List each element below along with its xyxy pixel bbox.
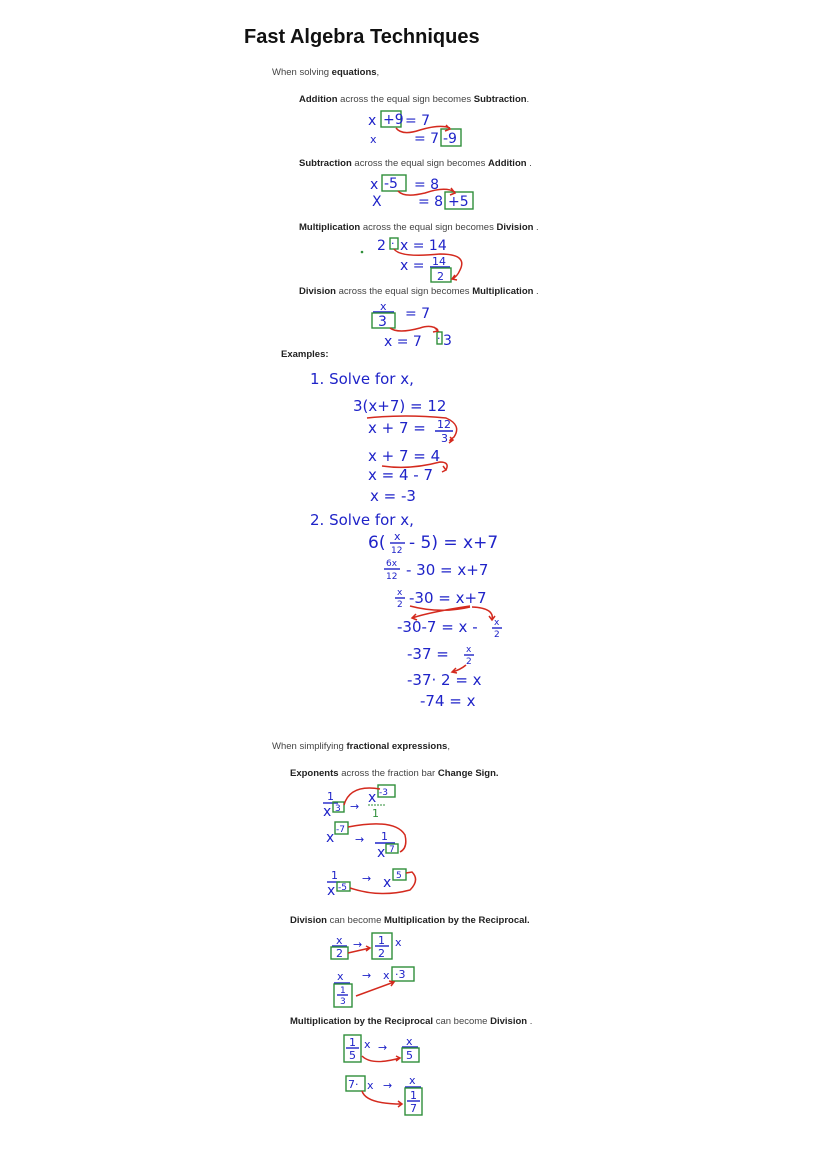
rule-mid: can become [433, 1016, 491, 1027]
arrow-icon: → [383, 1079, 393, 1092]
frac-den: 2 [494, 630, 500, 640]
frac-den: 3 [441, 432, 448, 445]
frac-num: 1 [381, 830, 388, 843]
exponent: 3 [335, 804, 341, 814]
work-line: 3(x+7) = 12 [353, 397, 447, 415]
intro-bold: fractional expressions [346, 741, 448, 752]
rule-end: . [526, 158, 532, 169]
rule-b: Subtraction [473, 94, 527, 105]
base-x: x [383, 875, 392, 891]
work-line: x = -3 [370, 487, 416, 505]
work-line: x = 4 - 7 [368, 466, 434, 484]
eq-term: x = 7 [384, 334, 422, 350]
arrow-icon: → [353, 938, 363, 951]
equation-addition [368, 111, 461, 147]
frac-num: x [406, 1035, 413, 1048]
work-term: 6( [368, 533, 386, 553]
eq-term: x = 14 [400, 238, 447, 254]
work-line: x + 7 = [368, 419, 426, 437]
frac-num: x [494, 618, 500, 628]
example-1 [310, 370, 457, 505]
frac-den: 2 [466, 657, 472, 667]
frac-den: 5 [406, 1049, 413, 1062]
exponent: 5 [396, 871, 402, 881]
frac-num: 1 [410, 1089, 417, 1102]
work-line: x + 7 = 4 [368, 447, 441, 465]
stray-mark [361, 251, 364, 254]
intro-end: , [376, 67, 380, 78]
term-times-3: ·3 [395, 968, 406, 981]
frac-num: x [394, 530, 401, 543]
eq-term: +5 [448, 194, 469, 210]
frac-den: 2 [397, 600, 403, 610]
eq-term: · [391, 237, 395, 250]
frac-den: 12 [386, 572, 398, 582]
move-arrow [390, 326, 438, 332]
frac-den: 1 [372, 807, 379, 820]
example-2 [310, 511, 502, 710]
eq-term: x [370, 133, 377, 146]
eq-term: +9 [383, 112, 404, 128]
term-x: x [364, 1038, 371, 1051]
intro-text: When simplifying [272, 741, 347, 752]
eq-term: x [370, 177, 379, 193]
rule-a: Exponents [290, 768, 339, 779]
rule-a: Addition [299, 94, 338, 105]
eq-term: 2 [377, 238, 386, 254]
rule-b: Multiplication [472, 286, 534, 297]
work-term: -30-7 = x - [397, 618, 478, 636]
intro-text: When solving [272, 67, 332, 78]
work-term: - 30 = x+7 [406, 561, 489, 579]
reciprocal-examples [344, 1035, 422, 1115]
rule-mid: across the equal sign becomes [335, 286, 473, 297]
rule-a: Division [290, 915, 327, 926]
base-x: x [327, 883, 336, 899]
move-arrow [356, 981, 394, 996]
page-title: Fast Algebra Techniques [244, 26, 480, 48]
exponent: -5 [338, 883, 347, 893]
exponent: 7 [389, 845, 395, 855]
frac-den: 2 [437, 270, 444, 283]
base-x: x [368, 790, 377, 806]
eq-term: = 8 [418, 194, 444, 210]
eq-term: = 7 [405, 113, 431, 129]
arrow-icon: → [378, 1041, 388, 1054]
rule-end: . [526, 94, 530, 105]
rule-a: Multiplication [299, 222, 361, 233]
rule-a: Subtraction [299, 158, 352, 169]
eq-term: = 7 [405, 306, 431, 322]
frac-num: x [380, 300, 387, 313]
arrow-icon: → [362, 872, 372, 885]
frac-num: 1 [331, 869, 338, 882]
examples-label-text: Examples: [281, 349, 329, 360]
intro-end: , [447, 741, 450, 752]
rule-mid: can become [326, 915, 384, 926]
equation-division [372, 300, 452, 350]
division-examples [331, 933, 414, 1007]
eq-term: x = [400, 258, 425, 274]
move-arrow [362, 1056, 400, 1062]
frac-num: x [466, 645, 472, 655]
rule-mid: across the equal sign becomes [351, 158, 489, 169]
rule-a: Division [299, 286, 336, 297]
frac-den: 5 [349, 1049, 356, 1062]
frac-den: 2 [378, 947, 385, 960]
frac-num: 6x [386, 559, 398, 569]
arrow-icon: → [362, 969, 372, 982]
move-arrow [362, 1091, 402, 1107]
frac-num: x [336, 934, 343, 947]
frac-num: 1 [327, 790, 334, 803]
eq-term: x [368, 113, 377, 129]
intro-bold: equations [331, 67, 377, 78]
frac-num: 1 [349, 1036, 356, 1049]
work-term: -37 = [407, 645, 449, 663]
equation-multiplication [361, 237, 462, 283]
rule-b: Division [490, 1016, 528, 1027]
frac-den: 3 [340, 997, 346, 1007]
eq-term: 3 [443, 333, 452, 349]
frac-den: 7 [410, 1102, 417, 1115]
frac-den: 3 [378, 314, 387, 330]
example-heading: 1. Solve for x, [310, 370, 414, 388]
base-x: x [323, 804, 332, 820]
rule-end: . [533, 222, 539, 233]
frac-num: 12 [437, 418, 451, 431]
equation-subtraction [370, 175, 473, 210]
eq-term: X [372, 194, 382, 210]
eq-term: · [437, 332, 441, 345]
rule-b: Addition [488, 158, 527, 169]
work-term: -30 = x+7 [409, 589, 487, 607]
term-x: x [367, 1079, 374, 1092]
term-x: x [395, 936, 402, 949]
rule-b: Multiplication by the Reciprocal. [384, 915, 530, 926]
eq-term: -5 [384, 176, 398, 192]
eq-term: = 7 [414, 131, 440, 147]
frac-num: x [337, 970, 344, 983]
frac-num: x [397, 588, 403, 598]
rule-b: Change Sign. [437, 768, 499, 779]
frac-num: 1 [340, 986, 346, 996]
rule-b: Division [496, 222, 534, 233]
example-heading: 2. Solve for x, [310, 511, 414, 529]
arrow-icon: → [355, 833, 365, 846]
rule-mid: across the equal sign becomes [337, 94, 474, 105]
arrow-icon: → [350, 800, 360, 813]
exponent-examples [323, 785, 416, 899]
exponent: -3 [379, 788, 388, 798]
rule-mid: across the equal sign becomes [360, 222, 497, 233]
eq-term: -9 [443, 131, 457, 147]
frac-num: 1 [378, 934, 385, 947]
work-line: -74 = x [420, 692, 476, 710]
base-x: x [326, 830, 335, 846]
exponent: -7 [336, 825, 345, 835]
rule-end: . [527, 1016, 533, 1027]
rule-end: . [533, 286, 539, 297]
base-x: x [377, 845, 386, 861]
work-term: - 5) = x+7 [409, 533, 499, 553]
frac-den: 12 [391, 546, 403, 556]
work-line: -37· 2 = x [407, 671, 482, 689]
term-x: x [383, 969, 390, 982]
frac-num: x [409, 1074, 416, 1087]
term-seven: 7· [348, 1078, 359, 1091]
frac-num: 14 [432, 255, 446, 268]
frac-den: 2 [336, 947, 343, 960]
rule-mid: across the fraction bar [338, 768, 438, 779]
rule-a: Multiplication by the Reciprocal [290, 1016, 434, 1027]
eq-term: = 8 [414, 177, 440, 193]
